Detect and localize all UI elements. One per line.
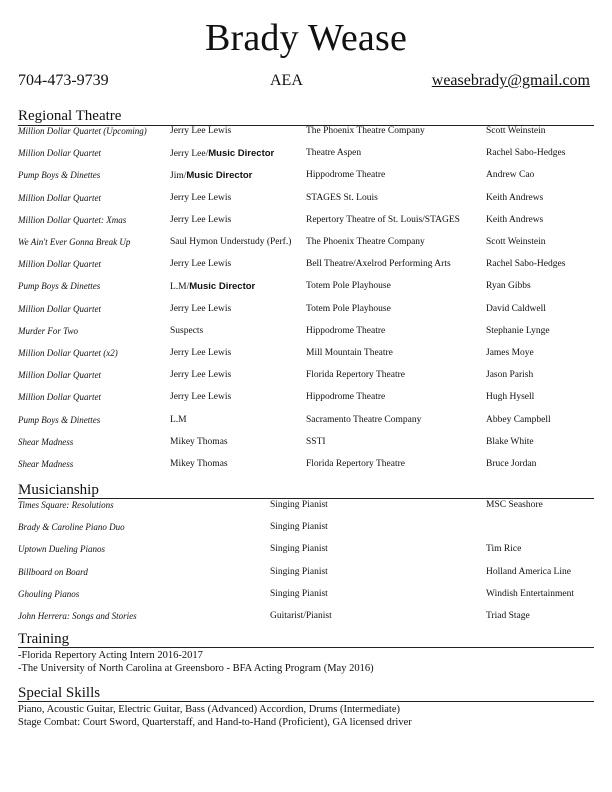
phone-number: 704-473-9739 xyxy=(18,72,109,89)
credit-role-text: Jim/ xyxy=(170,171,187,182)
music-row xyxy=(0,611,612,629)
music-row xyxy=(0,589,612,607)
credit-role xyxy=(170,326,203,336)
credit-row xyxy=(0,215,612,233)
credit-theatre: Repertory Theatre of St. Louis/STAGES xyxy=(306,214,460,225)
union-affiliation: AEA xyxy=(270,72,303,89)
credit-role-text: Suspects xyxy=(170,325,204,336)
credit-row xyxy=(0,304,612,322)
skills-line: Piano, Acoustic Guitar, Electric Guitar, Bass (Advanced) Accordion, Drums (Intermediate) xyxy=(18,704,400,715)
credit-theatre: Hippodrome Theatre xyxy=(306,170,386,181)
credit-role-text: Jerry Lee Lewis xyxy=(170,126,232,136)
credit-role xyxy=(170,437,228,447)
email-link[interactable]: weasebrady@gmail.com xyxy=(431,72,590,89)
section-title-regional-theatre: Regional Theatre xyxy=(18,108,122,124)
credit-theatre: SSTI xyxy=(306,436,326,447)
music-show: Brady & Caroline Piano Duo xyxy=(18,522,125,533)
credit-row xyxy=(0,170,612,188)
credit-role xyxy=(170,415,187,425)
credit-role xyxy=(170,459,228,469)
credit-show: Pump Boys & Dinettes xyxy=(18,414,101,425)
music-show: Billboard on Board xyxy=(18,566,88,577)
credit-director: Keith Andrews xyxy=(486,214,544,225)
music-venue: Holland America Line xyxy=(486,566,571,577)
credit-role-text: Jerry Lee Lewis xyxy=(170,192,232,203)
credit-role xyxy=(170,392,231,402)
section-title-training: Training xyxy=(18,631,70,647)
credit-director: James Moye xyxy=(486,348,534,358)
credit-role xyxy=(170,215,231,225)
section-title-special-skills: Special Skills xyxy=(18,685,101,701)
training-line: -The University of North Carolina at Greensboro - BFA Acting Program (May 2016) xyxy=(18,663,374,674)
credit-role-text: Jerry Lee Lewis xyxy=(170,259,232,270)
credit-director: Scott Weinstein xyxy=(486,237,546,247)
credit-role xyxy=(170,281,255,292)
credit-director: Jason Parish xyxy=(486,370,534,381)
credit-row xyxy=(0,193,612,211)
credit-row xyxy=(0,459,612,477)
credit-director: Hugh Hysell xyxy=(486,392,535,403)
credit-show: We Ain't Ever Gonna Break Up xyxy=(18,237,131,247)
credit-role-music-director: Music Director xyxy=(186,170,253,182)
credit-show: Million Dollar Quartet (x2) xyxy=(18,348,118,358)
credit-row xyxy=(0,392,612,410)
credit-show: Million Dollar Quartet xyxy=(18,148,101,159)
credit-show: Million Dollar Quartet: Xmas xyxy=(18,214,127,225)
credit-row xyxy=(0,126,612,144)
credit-role xyxy=(170,348,231,358)
credit-row xyxy=(0,281,612,299)
credit-row xyxy=(0,348,612,366)
music-role: Guitarist/Pianist xyxy=(270,611,332,621)
training-line: -Florida Repertory Acting Intern 2016-2017 xyxy=(18,650,203,661)
music-venue: Tim Rice xyxy=(486,544,522,555)
section-divider xyxy=(18,498,594,499)
credit-row xyxy=(0,148,612,166)
credit-director: Abbey Campbell xyxy=(486,414,551,425)
credit-role-text: Jerry Lee Lewis xyxy=(170,303,232,314)
credit-row xyxy=(0,326,612,344)
credit-theatre: The Phoenix Theatre Company xyxy=(306,237,425,247)
credit-role xyxy=(170,304,231,314)
credit-director: Rachel Sabo-Hedges xyxy=(486,259,566,270)
credit-role-music-director: Music Director xyxy=(208,148,275,160)
credit-show: Shear Madness xyxy=(18,436,74,447)
credit-role-text: Jerry Lee Lewis xyxy=(170,214,232,225)
credit-show: Million Dollar Quartet xyxy=(18,392,101,403)
credit-role-text: Mikey Thomas xyxy=(170,436,228,447)
credit-role xyxy=(170,170,252,181)
music-show: Uptown Dueling Pianos xyxy=(18,544,105,555)
credit-director: Ryan Gibbs xyxy=(486,281,531,292)
credit-theatre: Bell Theatre/Axelrod Performing Arts xyxy=(306,259,451,270)
credit-director: Keith Andrews xyxy=(486,192,544,203)
music-venue: MSC Seashore xyxy=(486,500,543,510)
credit-show: Shear Madness xyxy=(18,459,74,469)
credit-director: Scott Weinstein xyxy=(486,126,546,136)
credit-theatre: Mill Mountain Theatre xyxy=(306,348,393,358)
music-role: Singing Pianist xyxy=(270,500,328,510)
credit-director: Rachel Sabo-Hedges xyxy=(486,148,566,159)
credit-director: Blake White xyxy=(486,436,534,447)
music-show: John Herrera: Songs and Stories xyxy=(18,611,137,621)
section-title-musicianship: Musicianship xyxy=(18,482,99,498)
music-row xyxy=(0,522,612,540)
credit-theatre: Hippodrome Theatre xyxy=(306,325,386,336)
credit-role-text: Jerry Lee Lewis xyxy=(170,392,232,403)
credit-role-text: Saul Hymon Understudy (Perf.) xyxy=(170,237,292,247)
music-row xyxy=(0,544,612,562)
music-row xyxy=(0,500,612,518)
music-row xyxy=(0,567,612,585)
credit-role-text: Jerry Lee/ xyxy=(170,149,209,160)
credit-row xyxy=(0,437,612,455)
credit-theatre: Florida Repertory Theatre xyxy=(306,459,406,469)
credit-row xyxy=(0,370,612,388)
credit-show: Million Dollar Quartet xyxy=(18,259,101,270)
credit-role xyxy=(170,237,291,247)
credit-theatre: Hippodrome Theatre xyxy=(306,392,386,403)
credit-row xyxy=(0,237,612,255)
resume-name: Brady Wease xyxy=(204,17,408,59)
credit-show: Million Dollar Quartet (Upcoming) xyxy=(18,126,147,136)
credit-role xyxy=(170,148,274,159)
credit-show: Million Dollar Quartet xyxy=(18,370,101,381)
credit-theatre: The Phoenix Theatre Company xyxy=(306,126,425,136)
credit-role-text: Jerry Lee Lewis xyxy=(170,370,232,381)
credit-theatre: Sacramento Theatre Company xyxy=(306,414,422,425)
skills-line: Stage Combat: Court Sword, Quarterstaff, and Hand-to-Hand (Proficient), GA licensed driver xyxy=(18,717,412,728)
credit-show: Million Dollar Quartet xyxy=(18,303,101,314)
music-role: Singing Pianist xyxy=(270,522,328,533)
credit-director: David Caldwell xyxy=(486,303,546,314)
credit-role-text: L.M/ xyxy=(170,282,190,293)
music-role: Singing Pianist xyxy=(270,566,328,577)
music-venue: Triad Stage xyxy=(486,611,530,621)
credit-director: Bruce Jordan xyxy=(486,459,537,469)
credit-director: Andrew Cao xyxy=(486,170,535,181)
credit-director: Stephanie Lynge xyxy=(486,325,550,336)
credit-show: Million Dollar Quartet xyxy=(18,192,101,203)
credit-theatre: Florida Repertory Theatre xyxy=(306,370,406,381)
credit-show: Murder For Two xyxy=(18,325,79,336)
credit-role xyxy=(170,193,231,203)
music-role: Singing Pianist xyxy=(270,588,328,599)
section-divider xyxy=(18,701,594,702)
credit-role xyxy=(170,370,231,380)
music-role: Singing Pianist xyxy=(270,544,328,555)
credit-role xyxy=(170,126,231,136)
credit-theatre: STAGES St. Louis xyxy=(306,192,378,203)
credit-show: Pump Boys & Dinettes xyxy=(18,170,101,181)
credit-theatre: Theatre Aspen xyxy=(306,148,362,159)
section-divider xyxy=(18,647,594,648)
credit-show: Pump Boys & Dinettes xyxy=(18,281,101,292)
music-venue: Windish Entertainment xyxy=(486,588,575,599)
credit-role xyxy=(170,259,231,269)
credit-theatre: Totem Pole Playhouse xyxy=(306,303,391,314)
credit-role-music-director: Music Director xyxy=(189,281,256,293)
credit-row xyxy=(0,259,612,277)
credit-role-text: Jerry Lee Lewis xyxy=(170,348,232,358)
credit-theatre: Totem Pole Playhouse xyxy=(306,281,391,292)
credit-role-text: L.M xyxy=(170,414,187,425)
credit-role-text: Mikey Thomas xyxy=(170,459,228,469)
music-show: Times Square: Resolutions xyxy=(18,500,114,510)
music-show: Ghouling Pianos xyxy=(18,588,80,599)
credit-row xyxy=(0,415,612,433)
